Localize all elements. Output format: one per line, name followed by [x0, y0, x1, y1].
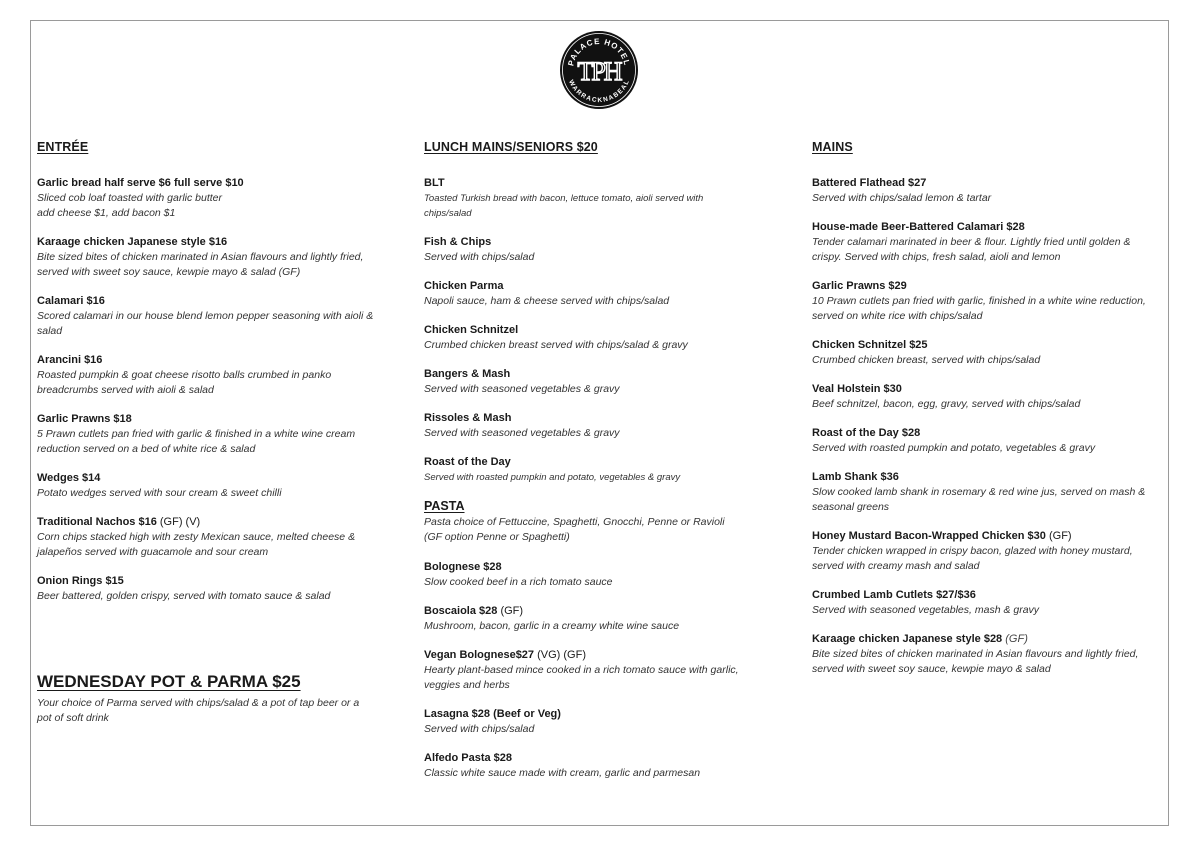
menu-item-name [812, 382, 1166, 397]
menu-item-desc-line: veggies and herbs [424, 679, 510, 691]
menu-item-name [424, 560, 770, 575]
menu-item [812, 426, 1166, 456]
dietary-tag: (GF) [1048, 530, 1072, 542]
menu-item-desc [37, 191, 395, 221]
menu-item [812, 279, 1166, 324]
menu-item-name [812, 220, 1166, 235]
menu-item-title: Garlic Prawns $18 [37, 413, 132, 425]
menu-item-desc-line: Scored calamari in our house blend lemon pepper seasoning with aioli & [37, 310, 374, 322]
dietary-tag: (GF) [1005, 633, 1028, 645]
menu-item-title: Garlic bread half serve $6 full serve $10 [37, 177, 244, 189]
menu-item-title: Chicken Schnitzel [424, 324, 519, 336]
pasta-intro-line: Pasta choice of Fettuccine, Spaghetti, Gnocchi, Penne or Ravioli [424, 516, 725, 528]
menu-item-desc-line: Potato wedges served with sour cream & sweet chilli [37, 487, 282, 499]
menu-item-title: Chicken Parma [424, 280, 504, 292]
menu-item-name [424, 648, 770, 663]
menu-item-desc-line: served with creamy mash and salad [812, 560, 980, 572]
menu-item-desc-line: Served with seasoned vegetables, mash & gravy [812, 604, 1040, 616]
menu-item-desc-line: Crumbed chicken breast, served with chips/salad [812, 354, 1041, 366]
dietary-tag: (VG) (GF) [537, 649, 586, 661]
menu-item-desc-line: Beef schnitzel, bacon, egg, gravy, served with chips/salad [812, 398, 1081, 410]
dietary-tag: (GF) (V) [159, 516, 201, 528]
menu-item-title: Bolognese $28 [424, 561, 502, 573]
menu-item-desc [812, 647, 1166, 677]
mains-heading: MAINS [812, 140, 853, 154]
menu-item-desc-line: Served with roasted pumpkin and potato, vegetables & gravy [812, 442, 1096, 454]
menu-item-desc-line: Classic white sauce made with cream, garlic and parmesan [424, 767, 701, 779]
menu-item-title: House-made Beer-Battered Calamari $28 [812, 221, 1025, 233]
menu-item-title: Bangers & Mash [424, 368, 511, 380]
menu-item-name [424, 323, 770, 338]
menu-item [37, 471, 395, 501]
menu-item [812, 176, 1166, 206]
menu-item-desc-line: Served with seasoned vegetables & gravy [424, 427, 620, 439]
pasta-intro [424, 515, 770, 545]
menu-item-desc [424, 575, 770, 590]
menu-item-desc [812, 544, 1166, 574]
menu-item [424, 176, 770, 221]
menu-item-desc-line: Toasted Turkish bread with bacon, lettuce tomato, aioli served with [424, 193, 704, 204]
menu-item-name [424, 604, 770, 619]
menu-item-desc [812, 397, 1166, 412]
dietary-tag: (GF) [500, 605, 524, 617]
pasta-intro-line: (GF option Penne or Spaghetti) [424, 531, 570, 543]
menu-item [424, 751, 770, 781]
menu-item-name [812, 632, 1166, 647]
menu-item [37, 412, 395, 457]
menu-item-desc-line: Served with chips/salad [424, 723, 535, 735]
menu-item-desc-line: Bite sized bites of chicken marinated in Asian flavours and lightly fried, [812, 648, 1139, 660]
menu-item-name [37, 176, 395, 191]
menu-item [424, 411, 770, 441]
menu-item-desc-line: chips/salad [424, 208, 472, 219]
menu-item-desc [812, 603, 1166, 618]
menu-item-desc [812, 485, 1166, 515]
menu-item-desc [37, 427, 395, 457]
menu-item-name [812, 279, 1166, 294]
lunch-list [424, 176, 770, 485]
menu-item [37, 353, 395, 398]
mains-column [812, 140, 1166, 691]
menu-item [424, 707, 770, 737]
menu-item-desc-line: Served with roasted pumpkin and potato, vegetables & gravy [424, 472, 681, 483]
menu-item-desc-line: Mushroom, bacon, garlic in a creamy white wine sauce [424, 620, 680, 632]
menu-item-name [424, 176, 770, 191]
menu-item-desc [424, 470, 770, 485]
menu-item-desc [37, 486, 395, 501]
menu-item-desc [37, 309, 395, 339]
pasta-heading: PASTA [424, 499, 465, 513]
menu-item-name [37, 235, 395, 250]
menu-item [424, 279, 770, 309]
menu-item-name [424, 235, 770, 250]
menu-item-desc [424, 382, 770, 397]
wednesday-desc [37, 696, 395, 726]
menu-item-desc-line: Served with seasoned vegetables & gravy [424, 383, 620, 395]
menu-item-desc-line: jalapeños served with guacamole and sour cream [37, 546, 269, 558]
menu-item-desc [424, 663, 770, 693]
menu-item-desc-line: Served with chips/salad [424, 251, 535, 263]
menu-item [424, 323, 770, 353]
mains-list [812, 176, 1166, 677]
pasta-list [424, 560, 770, 781]
menu-item-title: Battered Flathead $27 [812, 177, 927, 189]
menu-item-desc-line: served on white rice with chips/salad [812, 310, 983, 322]
wednesday-heading: WEDNESDAY POT & PARMA $25 [37, 672, 301, 691]
menu-item-desc-line: served with sweet soy sauce, kewpie mayo & salad (GF) [37, 266, 301, 278]
logo-arc-bottom: WARRACKNABEAL [567, 78, 631, 105]
menu-item-desc [424, 722, 770, 737]
menu-item-name [424, 411, 770, 426]
logo-monogram: TPH [577, 57, 621, 86]
menu-item-title: Lasagna $28 (Beef or Veg) [424, 708, 561, 720]
menu-item [424, 455, 770, 485]
menu-item-desc [37, 368, 395, 398]
menu-item-desc-line: Corn chips stacked high with zesty Mexican sauce, melted cheese & [37, 531, 356, 543]
entree-list [37, 176, 395, 604]
menu-item-desc [812, 235, 1166, 265]
menu-item-name [37, 412, 395, 427]
wednesday-desc-line: Your choice of Parma served with chips/salad & a pot of tap beer or a [37, 697, 360, 709]
logo-arc-top: PALACE HOTEL [566, 36, 632, 67]
menu-item-desc-line: Hearty plant-based mince cooked in a rich tomato sauce with garlic, [424, 664, 739, 676]
entree-heading: ENTRÉE [37, 140, 89, 154]
menu-item-title: Karaage chicken Japanese style $28 [812, 633, 1003, 645]
menu-item-desc-line: Sliced cob loaf toasted with garlic butter [37, 192, 223, 204]
menu-item [424, 604, 770, 634]
menu-item-name [37, 574, 395, 589]
menu-item-desc-line: seasonal greens [812, 501, 890, 513]
menu-item-name [424, 279, 770, 294]
menu-item-name [37, 294, 395, 309]
menu-item-title: Fish & Chips [424, 236, 492, 248]
menu-item-desc-line: 10 Prawn cutlets pan fried with garlic, finished in a white wine reduction, [812, 295, 1146, 307]
menu-item-desc-line: 5 Prawn cutlets pan fried with garlic & finished in a white wine cream [37, 428, 356, 440]
menu-item-desc [812, 294, 1166, 324]
menu-item-name [812, 426, 1166, 441]
menu-item-desc [424, 619, 770, 634]
menu-item-title: Onion Rings $15 [37, 575, 124, 587]
menu-item-title: Lamb Shank $36 [812, 471, 899, 483]
menu-item-desc-line: Napoli sauce, ham & cheese served with chips/salad [424, 295, 670, 307]
menu-item-desc-line: Slow cooked lamb shank in rosemary & red wine jus, served on mash & [812, 486, 1146, 498]
menu-item-desc-line: Crumbed chicken breast served with chips/salad & gravy [424, 339, 688, 351]
menu-item-name [812, 470, 1166, 485]
menu-item-desc-line: Beer battered, golden crispy, served with tomato sauce & salad [37, 590, 331, 602]
menu-item-desc-line: Bite sized bites of chicken marinated in Asian flavours and lightly fried, [37, 251, 364, 263]
menu-item-desc-line: salad [37, 325, 63, 337]
menu-item-desc-line: Roasted pumpkin & goat cheese risotto balls crumbed in panko [37, 369, 332, 381]
menu-item-title: Honey Mustard Bacon-Wrapped Chicken $30 [812, 530, 1046, 542]
menu-item [424, 648, 770, 693]
menu-item-title: Traditional Nachos $16 [37, 516, 157, 528]
menu-item-desc-line: crispy. Served with chips, fresh salad, aioli and lemon [812, 251, 1061, 263]
menu-item-title: Garlic Prawns $29 [812, 280, 907, 292]
menu-item-desc [812, 353, 1166, 368]
menu-item-desc [37, 530, 395, 560]
menu-item-name [424, 455, 770, 470]
menu-item-desc-line: Tender calamari marinated in beer & flour. Lightly fried until golden & [812, 236, 1131, 248]
menu-item [37, 294, 395, 339]
menu-item [424, 367, 770, 397]
menu-item-name [812, 529, 1166, 544]
menu-item-title: Roast of the Day $28 [812, 427, 921, 439]
menu-item-title: Chicken Schnitzel $25 [812, 339, 928, 351]
menu-item-title: Vegan Bolognese$27 [424, 649, 535, 661]
menu-item [37, 176, 395, 221]
menu-item [812, 588, 1166, 618]
menu-item-title: Calamari $16 [37, 295, 105, 307]
menu-item-desc [424, 191, 770, 221]
menu-item [812, 382, 1166, 412]
menu-item-desc [37, 250, 395, 280]
menu-item-desc [424, 250, 770, 265]
menu-item [812, 470, 1166, 515]
menu-item-desc-line: breadcrumbs served with aioli & salad [37, 384, 214, 396]
menu-item-title: Alfedo Pasta $28 [424, 752, 513, 764]
menu-item-name [812, 176, 1166, 191]
menu-item [812, 632, 1166, 677]
lunch-heading: LUNCH MAINS/SENIORS $20 [424, 140, 598, 154]
menu-item-name [37, 471, 395, 486]
menu-item-title: Arancini $16 [37, 354, 103, 366]
menu-item-desc-line: served with sweet soy sauce, kewpie mayo & salad [812, 663, 1051, 675]
menu-item-desc-line: Tender chicken wrapped in crispy bacon, glazed with honey mustard, [812, 545, 1133, 557]
menu-item-name [812, 588, 1166, 603]
entree-column [37, 140, 395, 726]
menu-item [812, 220, 1166, 265]
menu-item [812, 529, 1166, 574]
lunch-column [424, 140, 770, 795]
menu-item-name [37, 515, 395, 530]
menu-item-title: Boscaiola $28 [424, 605, 498, 617]
palace-hotel-logo [559, 30, 639, 110]
menu-item-desc [424, 338, 770, 353]
menu-item-title: Rissoles & Mash [424, 412, 512, 424]
menu-item-title: Wedges $14 [37, 472, 101, 484]
menu-item-title: BLT [424, 177, 445, 189]
menu-item-title: Karaage chicken Japanese style $16 [37, 236, 228, 248]
menu-item [424, 235, 770, 265]
wednesday-desc-line: pot of soft drink [37, 712, 109, 724]
menu-item-name [37, 353, 395, 368]
menu-item-desc-line: Slow cooked beef in a rich tomato sauce [424, 576, 613, 588]
menu-item-title: Veal Holstein $30 [812, 383, 902, 395]
menu-item [37, 574, 395, 604]
menu-item-desc-line: Served with chips/salad lemon & tartar [812, 192, 992, 204]
menu-item [812, 338, 1166, 368]
menu-item [37, 235, 395, 280]
menu-item-desc-line: reduction served on a bed of white rice & salad [37, 443, 256, 455]
menu-item-desc [424, 294, 770, 309]
menu-item-title: Roast of the Day [424, 456, 511, 468]
menu-item [37, 515, 395, 560]
menu-item [424, 560, 770, 590]
menu-item-name [812, 338, 1166, 353]
menu-item-desc-line: add cheese $1, add bacon $1 [37, 207, 176, 219]
menu-item-desc [812, 191, 1166, 206]
menu-item-desc [424, 766, 770, 781]
menu-item-name [424, 367, 770, 382]
menu-item-name [424, 707, 770, 722]
menu-item-desc [812, 441, 1166, 456]
menu-item-title: Crumbed Lamb Cutlets $27/$36 [812, 589, 976, 601]
menu-item-name [424, 751, 770, 766]
menu-item-desc [424, 426, 770, 441]
menu-item-desc [37, 589, 395, 604]
